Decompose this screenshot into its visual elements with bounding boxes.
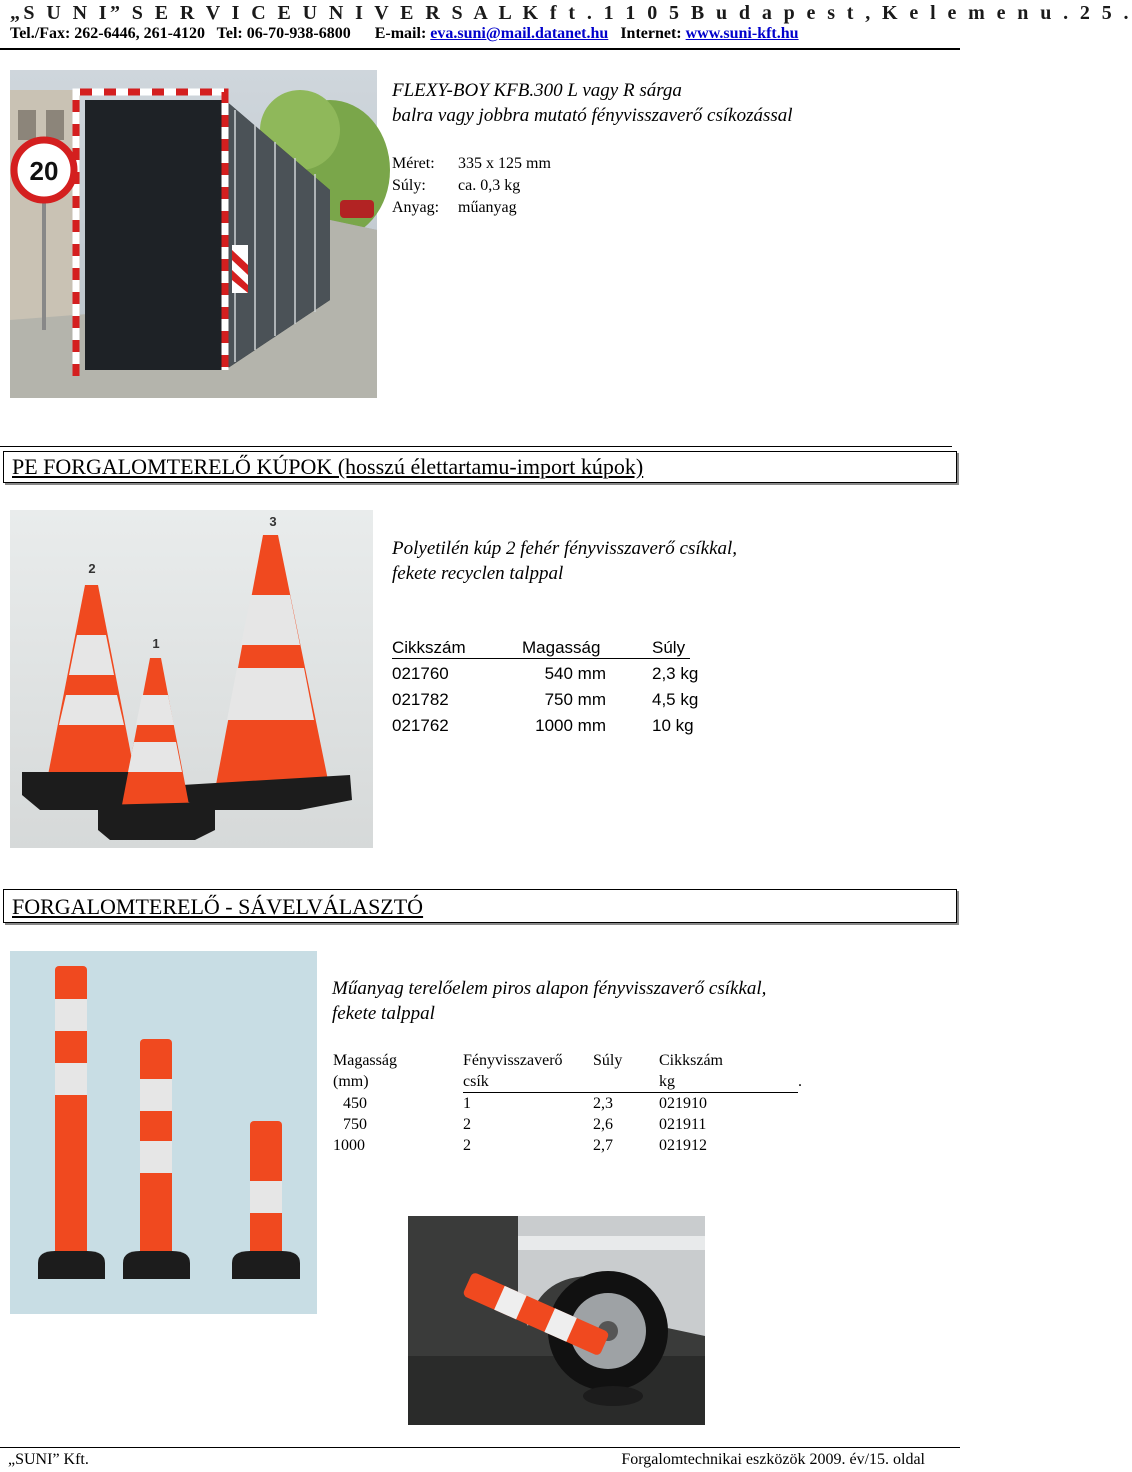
post-header-underline [463, 1092, 798, 1093]
section1-header [3, 451, 957, 483]
footer-right: Forgalomtechnikai eszközök 2009. év/15. oldal [621, 1451, 925, 1468]
post-row-height: 450 [343, 1095, 367, 1112]
product1-title: FLEXY-BOY KFB.300 L vagy R sárga [392, 80, 682, 101]
flexy-boy-photo [10, 70, 377, 398]
contact-line [10, 25, 799, 43]
section2-desc-line1: Műanyag terelőelem piros alapon fényvisszaverő csíkkal, [332, 978, 767, 999]
cone-row-height: 540 mm [544, 664, 606, 683]
post-row-height: 750 [343, 1116, 367, 1133]
section1-desc-line2: fekete recyclen talppal [392, 563, 564, 584]
section2-title: FORGALOMTERELŐ - SÁVELVÁLASZTÓ [12, 894, 424, 919]
section1-desc-line1: Polyetilén kúp 2 fehér fényvisszaverő csíkkal, [392, 538, 738, 559]
post-row-weight: 2,7 [593, 1137, 613, 1154]
post-row-strip: 2 [463, 1137, 471, 1154]
spec-value: ca. 0,3 kg [458, 177, 521, 194]
post-row-weight: 2,3 [593, 1095, 613, 1112]
post-col-unit-mm: (mm) [333, 1073, 369, 1090]
post-row-code: 021912 [659, 1137, 707, 1154]
post-col-header-reflective: Fényvisszaverő [463, 1052, 563, 1069]
website-link[interactable]: www.suni-kft.hu [685, 25, 799, 42]
company-header: „S U N I” S E R V I C E U N I V E R S A L K f t . 1 1 0 5 B u d a p e s t , K e l e m e n u . 2 5 . [10, 2, 1132, 24]
post-col-header-height: Magasság [333, 1052, 397, 1069]
cone-row-code: 021762 [392, 716, 449, 735]
section2-desc-line2: fekete talppal [332, 1003, 435, 1024]
post-row-code: 021911 [659, 1116, 707, 1133]
spec-row [392, 175, 551, 197]
post-row-strip: 1 [463, 1095, 471, 1112]
post-table [333, 1052, 813, 1162]
product1-subtitle: balra vagy jobbra mutató fényvisszaverő csíkozással [392, 105, 793, 126]
header-divider [0, 48, 960, 50]
posts-photo [10, 951, 317, 1314]
car-over-post-photo [408, 1216, 705, 1425]
product1-specs [392, 153, 551, 219]
cone-row-weight: 2,3 kg [652, 664, 699, 683]
internet-label: Internet: [608, 25, 686, 42]
spec-label: Anyag: [392, 199, 440, 216]
cone-row-height: 1000 mm [535, 716, 606, 735]
spec-label: Súly: [392, 177, 426, 194]
post-col-unit-strip: csík [463, 1073, 489, 1090]
cone-row-weight: 10 kg [652, 716, 694, 735]
section1-title: PE FORGALOMTERELŐ KÚPOK (hosszú élettartamu-import kúpok) [12, 454, 644, 479]
post-row-height: 1000 [333, 1137, 365, 1154]
cone-col-header-code: Cikkszám [392, 638, 466, 657]
speed-sign-text: 20 [29, 156, 59, 186]
cone-label-2: 2 [88, 561, 96, 576]
cone-label-3: 3 [269, 514, 277, 529]
contact-phones: Tel./Fax: 262-6446, 261-4120 Tel: 06-70-938-6800 E-mail: [10, 25, 431, 42]
cone-row-code: 021782 [392, 690, 449, 709]
cone-col-header-weight: Súly [652, 638, 686, 657]
cone-col-header-height: Magasság [522, 638, 601, 657]
spec-value: műanyag [458, 199, 517, 216]
post-row-code: 021910 [659, 1095, 707, 1112]
footer-divider [0, 1447, 960, 1448]
cone-row-weight: 4,5 kg [652, 690, 699, 709]
footer-left: „SUNI” Kft. [8, 1451, 89, 1468]
cones-photo [10, 510, 373, 848]
post-row-strip: 2 [463, 1116, 471, 1133]
spec-value: 335 x 125 mm [458, 155, 551, 172]
section2-header [3, 889, 957, 923]
post-row-weight: 2,6 [593, 1116, 613, 1133]
post-header-end-dot: . [798, 1073, 802, 1090]
section1-topline [0, 446, 952, 447]
post-col-header-weight: Súly [593, 1052, 623, 1069]
cone-table-header-underline [392, 658, 690, 659]
cone-row-height: 750 mm [544, 690, 606, 709]
spec-row [392, 197, 551, 219]
email-link[interactable]: eva.suni@mail.datanet.hu [430, 25, 609, 42]
post-col-header-code: Cikkszám [659, 1052, 723, 1069]
cone-table [392, 638, 712, 742]
post-col-unit-kg: kg [659, 1073, 675, 1090]
cone-row-code: 021760 [392, 664, 449, 683]
cone-label-1: 1 [152, 636, 160, 651]
spec-row [392, 153, 551, 175]
spec-label: Méret: [392, 155, 435, 172]
